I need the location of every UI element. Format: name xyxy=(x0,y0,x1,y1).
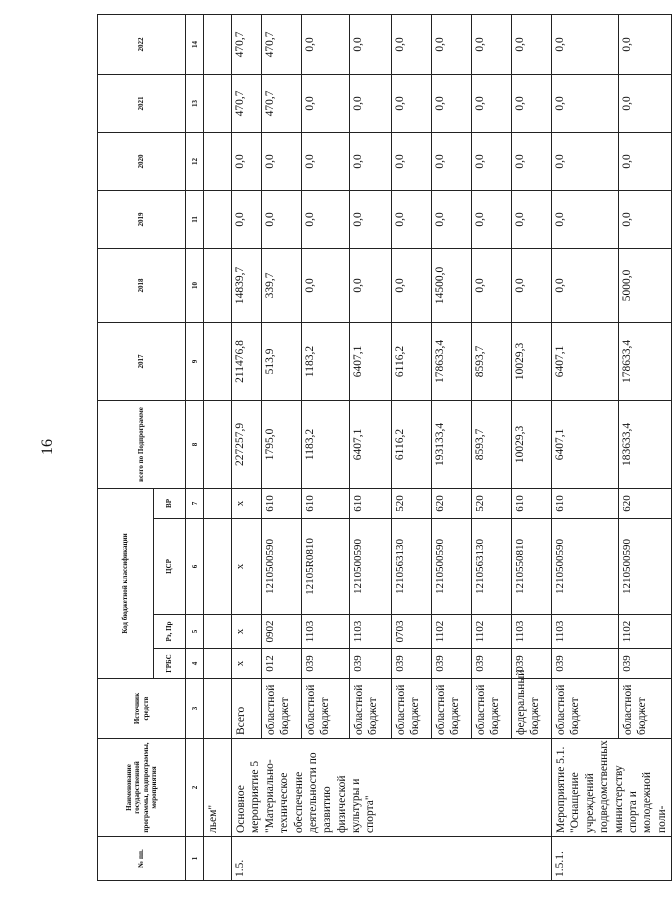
cell-rzpr: 1103 xyxy=(302,615,350,649)
cell-y2017: 6407,1 xyxy=(350,322,392,400)
funding-source: областной бюджет xyxy=(302,679,350,739)
cell-rzpr: 1103 xyxy=(512,615,552,649)
cell-rzpr: 1102 xyxy=(432,615,472,649)
column-number-cell: 10 xyxy=(186,248,204,322)
header-csr: ЦСР xyxy=(154,519,186,615)
header-year-2018: 2018 xyxy=(98,248,186,322)
cell-csr: 1210500590 xyxy=(350,519,392,615)
row-number: 1.5.1. xyxy=(552,837,672,881)
funding-source: областной бюджет xyxy=(262,679,302,739)
header-year-2022: 2022 xyxy=(98,14,186,74)
cell-rzpr: 1102 xyxy=(472,615,512,649)
column-number-cell: 2 xyxy=(186,739,204,837)
cell-vr: 610 xyxy=(262,488,302,518)
cell-y2017: 10029,3 xyxy=(512,322,552,400)
cell-grbs: 039 xyxy=(432,649,472,679)
cell-y2022: 470,7 xyxy=(232,14,262,74)
cell-y2021: 0,0 xyxy=(302,74,350,132)
column-number-cell: 4 xyxy=(186,649,204,679)
measure-name: Мероприятие 5.1. "Оснащение учреждений подведомственных министерству спорта и молодежной поли- xyxy=(552,739,672,837)
header-grbs: ГРБС xyxy=(154,649,186,679)
cell-y2021: 470,7 xyxy=(262,74,302,132)
cell-y2019: 0,0 xyxy=(392,190,432,248)
cell-y2018: 0,0 xyxy=(472,248,512,322)
cell-y2017: 513,9 xyxy=(262,322,302,400)
header-num: № пп. xyxy=(98,837,186,881)
cell-y2019: 0,0 xyxy=(618,190,671,248)
column-number-cell: 9 xyxy=(186,322,204,400)
column-number-cell: 14 xyxy=(186,14,204,74)
funding-source: областной бюджет xyxy=(392,679,432,739)
column-number-row xyxy=(186,14,204,880)
cell-vr: x xyxy=(232,488,262,518)
cell-grbs: 039 xyxy=(472,649,512,679)
cell-y2018: 0,0 xyxy=(392,248,432,322)
header-total: всего по Подпрограмме xyxy=(98,400,186,488)
header-year-2019: 2019 xyxy=(98,190,186,248)
cell-vr: 610 xyxy=(350,488,392,518)
cell-csr: 1210500590 xyxy=(552,519,619,615)
cell-y2021: 0,0 xyxy=(392,74,432,132)
cell-y2017: 6116,2 xyxy=(392,322,432,400)
cell-y2019: 0,0 xyxy=(472,190,512,248)
cell-y2018: 0,0 xyxy=(512,248,552,322)
header-year-2017: 2017 xyxy=(98,322,186,400)
column-number-cell: 7 xyxy=(186,488,204,518)
cell-rzpr: 1103 xyxy=(552,615,619,649)
cell-y2018: 14500,0 xyxy=(432,248,472,322)
cell-y2021: 0,0 xyxy=(472,74,512,132)
cell-y2020: 0,0 xyxy=(262,132,302,190)
cell-y2020: 0,0 xyxy=(552,132,619,190)
cell-csr: 1210563130 xyxy=(472,519,512,615)
cell-csr: x xyxy=(232,519,262,615)
cell-y2020: 0,0 xyxy=(432,132,472,190)
cell-vr: 520 xyxy=(472,488,512,518)
funding-source: областной бюджет xyxy=(618,679,671,739)
cell-y2021: 0,0 xyxy=(512,74,552,132)
funding-source: областной бюджет xyxy=(432,679,472,739)
funding-source: Всего xyxy=(232,679,262,739)
cell-y2022: 0,0 xyxy=(618,14,671,74)
header-source: Источник средств xyxy=(98,679,186,739)
cell-csr: 1210500590 xyxy=(432,519,472,615)
cell-y2019: 0,0 xyxy=(350,190,392,248)
column-number-cell: 13 xyxy=(186,74,204,132)
cell-csr: 1210500590 xyxy=(618,519,671,615)
cell-y2018: 0,0 xyxy=(302,248,350,322)
cell-y2022: 0,0 xyxy=(552,14,619,74)
funding-source: областной бюджет xyxy=(552,679,619,739)
header-classification: Код бюджетной классификации xyxy=(98,488,154,678)
header-year-2020: 2020 xyxy=(98,132,186,190)
budget-table-container xyxy=(97,15,668,881)
carry-over-text: льем" xyxy=(204,739,232,837)
cell-csr: 1210550810 xyxy=(512,519,552,615)
cell-y2018: 5000,0 xyxy=(618,248,671,322)
funding-source: областной бюджет xyxy=(472,679,512,739)
cell-grbs: x xyxy=(232,649,262,679)
cell-csr: 12105R0810 xyxy=(302,519,350,615)
cell-total: 6407,1 xyxy=(350,400,392,488)
cell-csr: 1210563130 xyxy=(392,519,432,615)
cell-y2020: 0,0 xyxy=(472,132,512,190)
cell-y2022: 470,7 xyxy=(262,14,302,74)
cell-y2017: 211476,8 xyxy=(232,322,262,400)
cell-y2020: 0,0 xyxy=(350,132,392,190)
header-year-2021: 2021 xyxy=(98,74,186,132)
column-number-cell: 3 xyxy=(186,679,204,739)
cell-rzpr: 0902 xyxy=(262,615,302,649)
cell-y2019: 0,0 xyxy=(262,190,302,248)
cell-grbs: 039 xyxy=(512,649,552,679)
column-number-cell: 5 xyxy=(186,615,204,649)
cell-y2021: 0,0 xyxy=(432,74,472,132)
column-number-cell: 1 xyxy=(186,837,204,881)
cell-vr: 610 xyxy=(512,488,552,518)
cell-y2020: 0,0 xyxy=(618,132,671,190)
cell-y2022: 0,0 xyxy=(350,14,392,74)
cell-y2018: 0,0 xyxy=(552,248,619,322)
cell-total: 183633,4 xyxy=(618,400,671,488)
cell-grbs: 039 xyxy=(302,649,350,679)
cell-y2021: 0,0 xyxy=(552,74,619,132)
cell-y2017: 178633,4 xyxy=(618,322,671,400)
cell-y2018: 14839,7 xyxy=(232,248,262,322)
cell-y2020: 0,0 xyxy=(302,132,350,190)
header-rzpr: Рз, Пр xyxy=(154,615,186,649)
cell-y2022: 0,0 xyxy=(392,14,432,74)
cell-total: 8593,7 xyxy=(472,400,512,488)
cell-vr: 620 xyxy=(432,488,472,518)
measure-name: Основное мероприятие 5 "Материально-техническое обеспечение деятельности по развитию физической культуры и спорта" xyxy=(232,739,552,837)
cell-y2020: 0,0 xyxy=(392,132,432,190)
cell-y2019: 0,0 xyxy=(302,190,350,248)
cell-y2017: 178633,4 xyxy=(432,322,472,400)
cell-y2021: 470,7 xyxy=(232,74,262,132)
cell-total: 1183,2 xyxy=(302,400,350,488)
budget-table xyxy=(97,14,672,881)
cell-y2019: 0,0 xyxy=(512,190,552,248)
cell-total: 1795,0 xyxy=(262,400,302,488)
cell-total: 6116,2 xyxy=(392,400,432,488)
cell-y2017: 6407,1 xyxy=(552,322,619,400)
cell-total: 227257,9 xyxy=(232,400,262,488)
column-number-cell: 12 xyxy=(186,132,204,190)
table-body xyxy=(204,14,672,880)
cell-vr: 610 xyxy=(302,488,350,518)
cell-y2018: 0,0 xyxy=(350,248,392,322)
cell-vr: 520 xyxy=(392,488,432,518)
row-number: 1.5. xyxy=(232,837,552,881)
funding-source: областной бюджет xyxy=(350,679,392,739)
cell-grbs: 039 xyxy=(350,649,392,679)
cell-grbs: 039 xyxy=(618,649,671,679)
cell-y2022: 0,0 xyxy=(472,14,512,74)
table-row xyxy=(552,14,619,880)
cell-y2017: 8593,7 xyxy=(472,322,512,400)
funding-source: федеральный бюджет xyxy=(512,679,552,739)
cell-y2020: 0,0 xyxy=(512,132,552,190)
cell-grbs: 039 xyxy=(552,649,619,679)
cell-y2017: 1183,2 xyxy=(302,322,350,400)
cell-y2021: 0,0 xyxy=(350,74,392,132)
cell-csr: 1210500590 xyxy=(262,519,302,615)
cell-rzpr: 0703 xyxy=(392,615,432,649)
carry-over-num-cell xyxy=(204,837,232,881)
cell-total: 193133,4 xyxy=(432,400,472,488)
cell-y2019: 0,0 xyxy=(552,190,619,248)
cell-total: 6407,1 xyxy=(552,400,619,488)
table-row xyxy=(232,14,262,880)
header-name: Наименование государственной программы, подпрограммы, мероприятия xyxy=(98,739,186,837)
cell-y2022: 0,0 xyxy=(302,14,350,74)
cell-rzpr: 1102 xyxy=(618,615,671,649)
cell-y2021: 0,0 xyxy=(618,74,671,132)
column-number-cell: 6 xyxy=(186,519,204,615)
column-number-cell: 8 xyxy=(186,400,204,488)
cell-vr: 610 xyxy=(552,488,619,518)
cell-grbs: 012 xyxy=(262,649,302,679)
carry-over-row xyxy=(204,14,232,880)
column-number-cell: 11 xyxy=(186,190,204,248)
cell-total: 10029,3 xyxy=(512,400,552,488)
cell-y2019: 0,0 xyxy=(432,190,472,248)
cell-y2019: 0,0 xyxy=(232,190,262,248)
cell-rzpr: 1103 xyxy=(350,615,392,649)
cell-y2018: 339,7 xyxy=(262,248,302,322)
cell-rzpr: x xyxy=(232,615,262,649)
header-vr: ВР xyxy=(154,488,186,518)
cell-y2020: 0,0 xyxy=(232,132,262,190)
cell-y2022: 0,0 xyxy=(432,14,472,74)
cell-vr: 620 xyxy=(618,488,671,518)
cell-y2022: 0,0 xyxy=(512,14,552,74)
cell-grbs: 039 xyxy=(392,649,432,679)
page-number: 16 xyxy=(39,439,56,455)
